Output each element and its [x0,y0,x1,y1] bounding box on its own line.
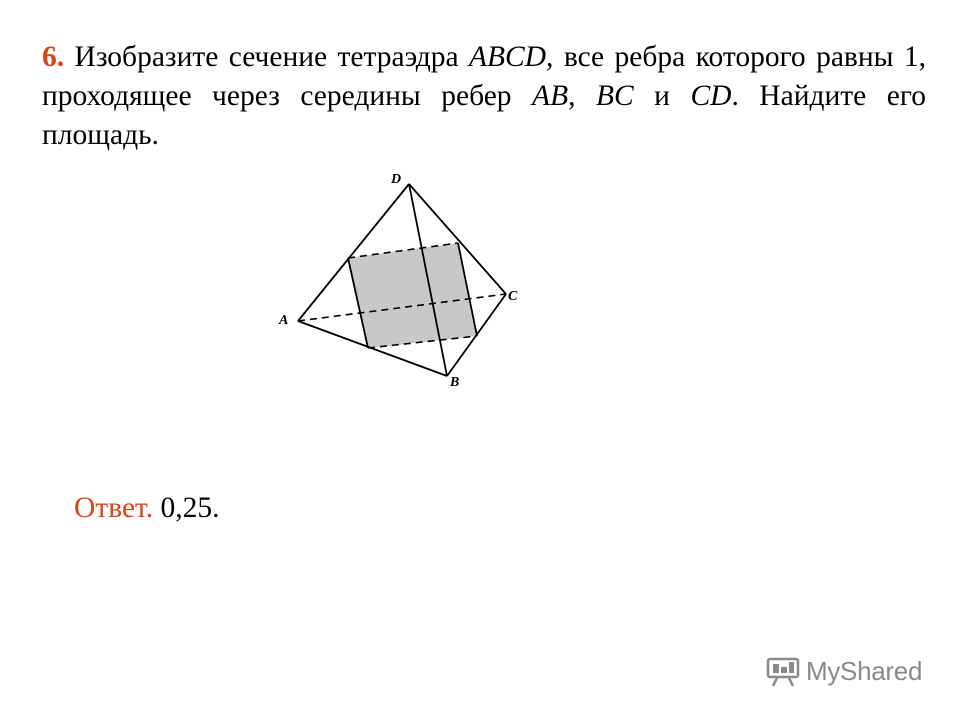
separator-1: , [568,80,596,112]
tetrahedron-name: ABCD [469,41,547,73]
myshared-logo[interactable] [766,656,922,687]
edge-bc: BC [595,80,634,112]
vertex-label-b: B [450,375,460,390]
vertex-label-a: A [279,313,289,328]
problem-text-part-1: Изобразите сечение тетраэдра [64,41,470,73]
answer [74,490,219,526]
edge-ab: AB [532,80,569,112]
problem-text [42,38,926,155]
presentation-board-icon [766,657,800,687]
cross-section [348,243,477,348]
problem-number: 6. [42,41,65,73]
vertex-label-c: C [508,289,518,304]
problem-text-part-3: . Найдите его площадь. [42,80,926,151]
problem-text-part-2: , все ребра которого равны 1, проходящее через середины ребер [42,41,926,112]
separator-2: и [633,80,691,112]
tetrahedron-figure [270,160,530,400]
edge-cd: CD [690,80,732,112]
answer-value: 0,25. [153,492,220,524]
vertex-label-d: D [391,172,402,187]
answer-label: Ответ. [74,492,154,524]
logo-text: MyShared [806,656,923,686]
